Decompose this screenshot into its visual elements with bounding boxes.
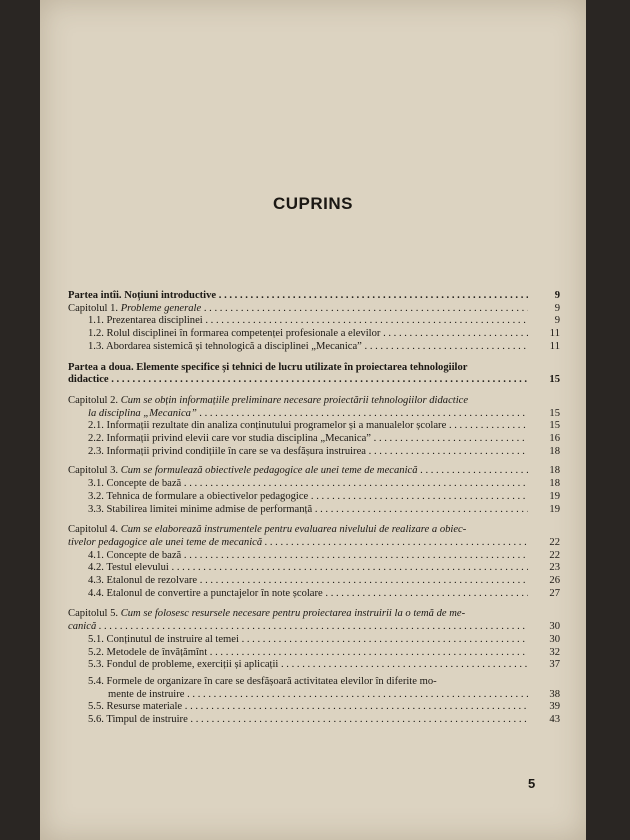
toc-entry-page: 22 [549,549,560,561]
toc-entry-title: 1.1. Prezentarea disciplinei . . . [88,315,528,328]
toc-entry-chapter-5 [68,608,560,633]
toc-chapter-label: Capitolul 3. [68,465,121,477]
toc-entry-title: tivelor pedagogice ale unei teme de mecanică . . . [68,537,528,550]
toc-entry-part-2 [68,362,560,387]
toc-entry-chapter-4 [68,524,560,549]
toc-entry-page: 19 [549,503,560,515]
toc-entry-title: 3.3. Stabilirea limitei minime admise de performanță . . . [88,504,528,517]
toc-entry-section-2-3 [68,446,560,459]
page-title: CUPRINS [272,194,353,213]
toc-entry-section-1-1 [68,315,560,328]
toc-entry-title: 2.1. Informații rezultate din analiza conținutului programelor și a manualelor școlare . . . [88,420,528,433]
toc-entry-title-line1: 5.4. Formele de organizare în care se desfășoară activitatea elevilor în diferite mo- [88,675,437,687]
toc-entry-section-5-2 [68,647,560,660]
toc-entry-title: Cum se formulează obiectivele pedagogice ale unei teme de mecanică [120,465,418,477]
toc-chapter-label: Capitolul 5. [68,608,121,620]
toc-entry-page: 18 [549,478,560,490]
toc-entry-title: 4.4. Etalonul de convertire a punctajelor în note școlare . . . [88,588,528,601]
toc-entry-page: 30 [549,621,560,633]
toc-entry-page: 27 [549,587,560,599]
toc-entry-title: Partea intîi. Noțiuni introductive . . . [68,290,528,303]
toc-entry-page: 15 [549,374,560,386]
bleed-through-text [100,25,570,275]
toc-entry-title: 1.2. Rolul disciplinei în formarea competenței profesionale a elevilor . . . [88,328,528,341]
toc-entry-section-5-5 [68,701,560,714]
toc-entry-section-4-1 [68,550,560,563]
toc-entry-chapter-2 [68,395,560,420]
toc-entry-title: 4.1. Concepte de bază . . . [88,550,528,563]
toc-entry-page: 43 [549,714,560,726]
toc-entry-title: 4.3. Etalonul de rezolvare . . . [88,575,528,588]
toc-entry-page: 37 [549,659,560,671]
toc-entry-section-2-2 [68,433,560,446]
toc-entry-section-5-3 [68,659,560,672]
toc-entry-page: 39 [549,701,560,713]
toc-entry-page: 19 [549,490,560,502]
toc-entry-title: 5.5. Resurse materiale . . . [88,701,528,714]
toc-entry-title: 4.2. Testul elevului . . . [88,562,528,575]
toc-entry-section-4-4 [68,588,560,601]
toc-entry-title: didactice . . . [68,374,528,387]
toc-entry-title: 5.2. Metodele de învățămînt . . . [88,647,528,660]
page-number: 5 [528,776,536,791]
toc-entry-title: Probleme generale [120,302,202,314]
toc-entry-title: 5.6. Timpul de instruire . . . [88,714,528,727]
book-page [40,0,586,840]
toc-entry-page: 23 [549,562,560,574]
toc-entry-title: canică . . . [68,621,528,634]
toc-entry-page: 38 [549,688,560,700]
toc-entry-section-3-2 [68,491,560,504]
toc-entry-title-line1: Cum se folosesc resursele necesare pentru proiectarea instruirii la o temă de me- [120,608,466,620]
toc-entry-title-line1: Cum se obțin informațiile preliminare necesare proiectării tehnologiilor didactice [120,394,469,406]
toc-entry-page: 9 [554,302,560,314]
toc-entry-section-3-1 [68,478,560,491]
toc-entry-title: 2.3. Informații privind condițiile în care se va desfășura instruirea . . . [88,446,528,459]
toc-chapter-label: Capitolul 1. [68,302,121,314]
toc-entry-section-5-4 [68,676,560,701]
toc-entry-page: 18 [549,465,560,477]
toc-entry-page: 9 [554,290,560,301]
toc-entry-page: 15 [549,407,560,419]
toc-entry-part-1 [68,290,560,303]
toc-entry-page: 11 [549,328,560,340]
toc-entry-title: la disciplina „Mecanica” . . . [88,408,528,421]
toc-entry-page: 15 [549,420,560,432]
toc-entry-section-4-3 [68,575,560,588]
toc-entry-section-5-1 [68,634,560,647]
toc-entry-title: 3.2. Tehnica de formulare a obiectivelor pedagogice . . . [88,491,528,504]
toc-entry-chapter-3 [68,465,560,478]
toc-entry-page: 22 [549,536,560,548]
toc-entry-page: 18 [549,445,560,457]
toc-entry-title: 5.3. Fondul de probleme, exerciții și aplicații . . . [88,659,528,672]
toc-entry-page: 16 [549,433,560,445]
toc-entry-page: 30 [549,633,560,645]
toc-entry-title: 5.1. Conținutul de instruire al temei . . . [88,634,528,647]
toc-entry-chapter-1 [68,303,560,316]
toc-entry-title: mente de instruire . . . [108,689,528,702]
toc-entry-title-line1: Cum se elaborează instrumentele pentru evaluarea nivelului de realizare a obiec- [120,524,467,536]
toc-entry-title: 3.1. Concepte de bază . . . [88,478,528,491]
toc-entry-section-1-3 [68,341,560,354]
table-of-contents [68,290,560,727]
toc-chapter-label: Capitolul 4. [68,524,121,536]
toc-entry-title: 1.3. Abordarea sistemică și tehnologică a disciplinei „Mecanica” . . . [88,341,528,354]
toc-entry-page: 11 [549,340,560,352]
toc-entry-page: 32 [549,646,560,658]
toc-chapter-label: Capitolul 2. [68,394,121,406]
toc-entry-section-3-3 [68,504,560,517]
toc-entry-title-line1: Partea a doua. Elemente specifice și tehnici de lucru utilizate în proiectarea tehnologiilor [68,361,468,373]
toc-entry-section-4-2 [68,562,560,575]
toc-entry-page: 9 [554,315,560,327]
toc-entry-page: 26 [549,575,560,587]
toc-entry-section-5-6 [68,714,560,727]
toc-entry-section-1-2 [68,328,560,341]
toc-entry-title: 2.2. Informații privind elevii care vor studia disciplina „Mecanica” . . . [88,433,528,446]
toc-entry-section-2-1 [68,420,560,433]
